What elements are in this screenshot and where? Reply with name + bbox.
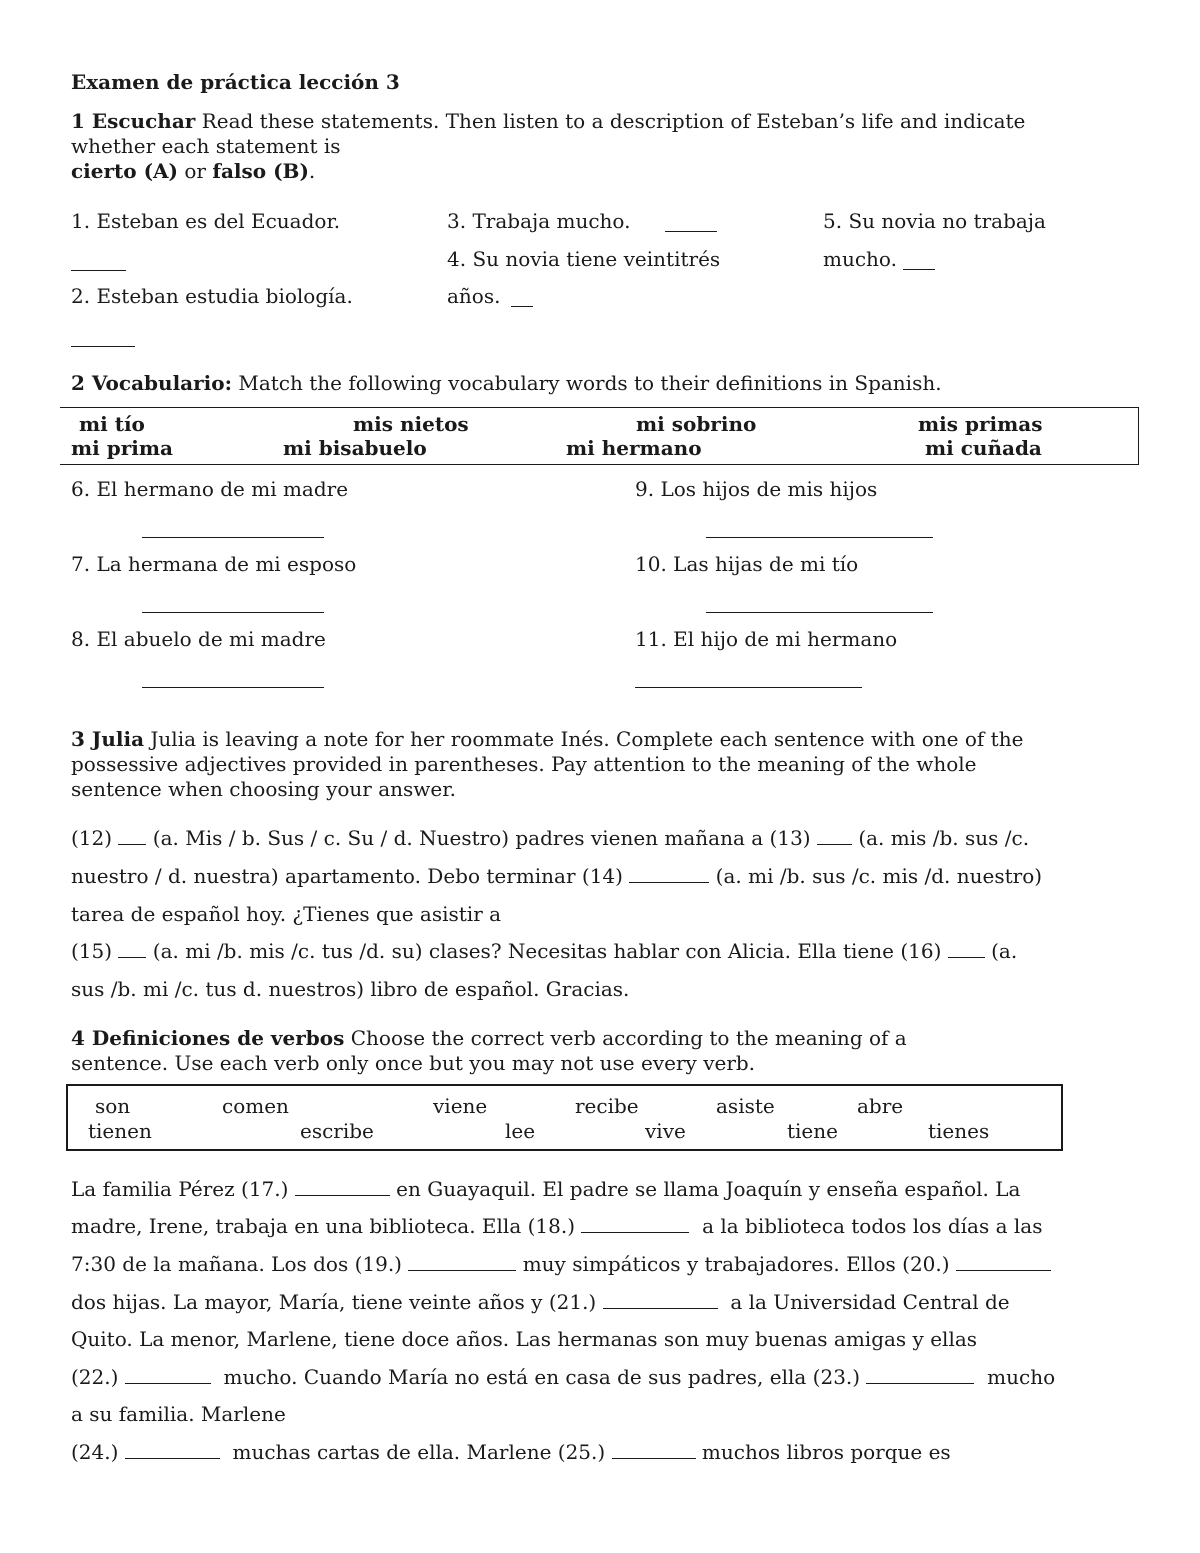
item-18-text: madre, Irene, trabaja en una biblioteca. Ella (18.) xyxy=(71,1214,576,1238)
answer-blank-19[interactable] xyxy=(408,1269,516,1271)
falso-label: falso (B) xyxy=(212,159,309,183)
section-4-instruction: Choose the correct verb according to the meaning of a xyxy=(350,1026,907,1050)
definition-10: 10. Las hijas de mi tío xyxy=(635,552,859,576)
julia-note-line-5: sus /b. mi /c. tus d. nuestros) libro de español. Gracias. xyxy=(71,977,630,1001)
julia-note-line-2 xyxy=(71,864,1042,888)
story-line-2 xyxy=(71,1214,1042,1238)
word-mis-nietos: mis nietos xyxy=(353,412,469,436)
item-20-text: muy simpáticos y trabajadores. Ellos (20.) xyxy=(522,1252,950,1276)
item-19-text: 7:30 de la mañana. Los dos (19.) xyxy=(71,1252,402,1276)
answer-blank-25[interactable] xyxy=(612,1457,696,1459)
verb-word-box xyxy=(66,1084,1063,1151)
answer-blank-22[interactable] xyxy=(125,1382,211,1384)
word-mi-cunada: mi cuñada xyxy=(925,436,1042,460)
item-15-options: (a. mi /b. mis /c. tus /d. su) clases? Necesitas hablar con Alicia. Ella tiene (16) xyxy=(152,939,942,963)
answer-blank-20[interactable] xyxy=(956,1269,1051,1271)
julia-note-line-4 xyxy=(71,939,1017,963)
page-title: Examen de práctica lección 3 xyxy=(71,70,400,94)
story-text-4: a la Universidad Central de xyxy=(730,1290,1010,1314)
item-17-text: La familia Pérez (17.) xyxy=(71,1177,289,1201)
item-12-label: (12) xyxy=(71,826,113,850)
story-line-7: a su familia. Marlene xyxy=(71,1402,286,1426)
story-line-8 xyxy=(71,1440,951,1464)
word-mi-tio: mi tío xyxy=(79,412,145,436)
answer-blank-15[interactable] xyxy=(118,956,146,958)
word-mi-prima: mi prima xyxy=(71,436,173,460)
julia-note-line-1 xyxy=(71,826,1029,850)
definition-8: 8. El abuelo de mi madre xyxy=(71,627,326,651)
statement-5: 5. Su novia no trabaja xyxy=(823,209,1046,233)
answer-blank-14[interactable] xyxy=(629,881,709,883)
item-14-options: (a. mi /b. sus /c. mis /d. nuestro) xyxy=(715,864,1043,888)
verb-comen: comen xyxy=(222,1094,289,1118)
section-3-intro xyxy=(71,727,1023,751)
story-line-1 xyxy=(71,1177,1020,1201)
answer-blank-7[interactable] xyxy=(142,612,324,613)
item-24-label: (24.) xyxy=(71,1440,119,1464)
section-3-heading: 3 Julia xyxy=(71,727,145,751)
story-text-1: en Guayaquil. El padre se llama Joaquín y enseña español. La xyxy=(396,1177,1021,1201)
answer-blank-18[interactable] xyxy=(581,1231,689,1233)
verb-abre: abre xyxy=(857,1094,904,1118)
section-1-instruction: Read these statements. Then listen to a description of Esteban’s life and indicate xyxy=(201,109,1026,133)
answer-blank-6[interactable] xyxy=(142,537,324,538)
statement-4-cont: años. xyxy=(447,284,501,308)
statement-3 xyxy=(447,209,630,233)
verb-son: son xyxy=(95,1094,131,1118)
answer-blank-2[interactable] xyxy=(71,346,135,347)
answer-blank-17[interactable] xyxy=(295,1194,390,1196)
word-mi-bisabuelo: mi bisabuelo xyxy=(283,436,427,460)
definition-9: 9. Los hijos de mis hijos xyxy=(635,477,878,501)
answer-blank-9[interactable] xyxy=(706,537,933,538)
item-12-options: (a. Mis / b. Sus / c. Su / d. Nuestro) padres vienen mañana a (13) xyxy=(152,826,811,850)
statement-1: 1. Esteban es del Ecuador. xyxy=(71,209,341,233)
verb-tiene: tiene xyxy=(787,1119,838,1143)
section-4-instruction-2: sentence. Use each verb only once but you may not use every verb. xyxy=(71,1051,756,1075)
section-3-instruction: Julia is leaving a note for her roommate Inés. Complete each sentence with one of the xyxy=(150,727,1024,751)
section-3-instruction-2: possessive adjectives provided in parentheses. Pay attention to the meaning of the whole xyxy=(71,752,977,776)
story-text-2: a la biblioteca todos los días a las xyxy=(702,1214,1043,1238)
section-1-instruction-3 xyxy=(71,159,315,183)
verb-escribe: escribe xyxy=(300,1119,374,1143)
verb-viene: viene xyxy=(433,1094,488,1118)
statement-5-cont: mucho. xyxy=(823,247,897,271)
verb-lee: lee xyxy=(505,1119,536,1143)
answer-blank-10[interactable] xyxy=(706,612,933,613)
item-22-label: (22.) xyxy=(71,1365,119,1389)
word-mi-sobrino: mi sobrino xyxy=(636,412,757,436)
answer-blank-1[interactable] xyxy=(71,270,126,271)
verb-vive: vive xyxy=(645,1119,686,1143)
section-2-heading: 2 Vocabulario: xyxy=(71,371,232,395)
story-text-8: muchos libros porque es xyxy=(701,1440,951,1464)
section-3-instruction-3: sentence when choosing your answer. xyxy=(71,777,456,801)
answer-blank-24[interactable] xyxy=(125,1457,220,1459)
definition-6: 6. El hermano de mi madre xyxy=(71,477,349,501)
section-1-heading: 1 Escuchar xyxy=(71,109,196,133)
story-line-6 xyxy=(71,1365,1055,1389)
item-23-text: mucho. Cuando María no está en casa de sus padres, ella (23.) xyxy=(223,1365,861,1389)
item-14-text: nuestro / d. nuestra) apartamento. Debo terminar (14) xyxy=(71,864,623,888)
verb-tienen: tienen xyxy=(88,1119,152,1143)
statement-3-text: 3. Trabaja mucho. xyxy=(447,209,631,233)
item-15-label: (15) xyxy=(71,939,113,963)
period: . xyxy=(308,159,316,183)
statement-4: 4. Su novia tiene veintitrés xyxy=(447,247,721,271)
or-label: or xyxy=(184,159,206,183)
answer-blank-21[interactable] xyxy=(603,1307,718,1309)
story-line-3 xyxy=(71,1252,1051,1276)
section-2-instruction: Match the following vocabulary words to their definitions in Spanish. xyxy=(238,371,942,395)
definition-7: 7. La hermana de mi esposo xyxy=(71,552,357,576)
section-1-instruction-2: whether each statement is xyxy=(71,134,341,158)
story-line-4 xyxy=(71,1290,1010,1314)
answer-blank-3[interactable] xyxy=(665,231,717,232)
word-mi-hermano: mi hermano xyxy=(566,436,702,460)
cierto-label: cierto (A) xyxy=(71,159,179,183)
verb-recibe: recibe xyxy=(575,1094,639,1118)
verb-asiste: asiste xyxy=(716,1094,775,1118)
story-line-5: Quito. La menor, Marlene, tiene doce años. Las hermanas son muy buenas amigas y ellas xyxy=(71,1327,978,1351)
verb-tienes: tienes xyxy=(928,1119,990,1143)
answer-blank-5[interactable] xyxy=(903,269,935,270)
statement-2: 2. Esteban estudia biología. xyxy=(71,284,353,308)
section-2-intro xyxy=(71,371,942,395)
answer-blank-4[interactable] xyxy=(511,306,533,307)
answer-blank-11[interactable] xyxy=(635,687,862,688)
answer-blank-23[interactable] xyxy=(866,1382,974,1384)
answer-blank-13[interactable] xyxy=(817,843,852,845)
answer-blank-16[interactable] xyxy=(948,956,985,958)
item-25-text: muchas cartas de ella. Marlene (25.) xyxy=(232,1440,606,1464)
julia-note-line-3: tarea de español hoy. ¿Tienes que asistir a xyxy=(71,902,502,926)
item-16-options: (a. xyxy=(991,939,1018,963)
item-21-text: dos hijas. La mayor, María, tiene veinte años y (21.) xyxy=(71,1290,597,1314)
definition-11: 11. El hijo de mi hermano xyxy=(635,627,898,651)
section-1-intro xyxy=(71,109,1025,133)
section-4-heading: 4 Definiciones de verbos xyxy=(71,1026,345,1050)
section-4-intro xyxy=(71,1026,907,1050)
item-13-options: (a. mis /b. sus /c. xyxy=(858,826,1030,850)
answer-blank-8[interactable] xyxy=(142,687,324,688)
story-text-6: mucho xyxy=(987,1365,1056,1389)
answer-blank-12[interactable] xyxy=(118,843,146,845)
word-mis-primas: mis primas xyxy=(918,412,1043,436)
